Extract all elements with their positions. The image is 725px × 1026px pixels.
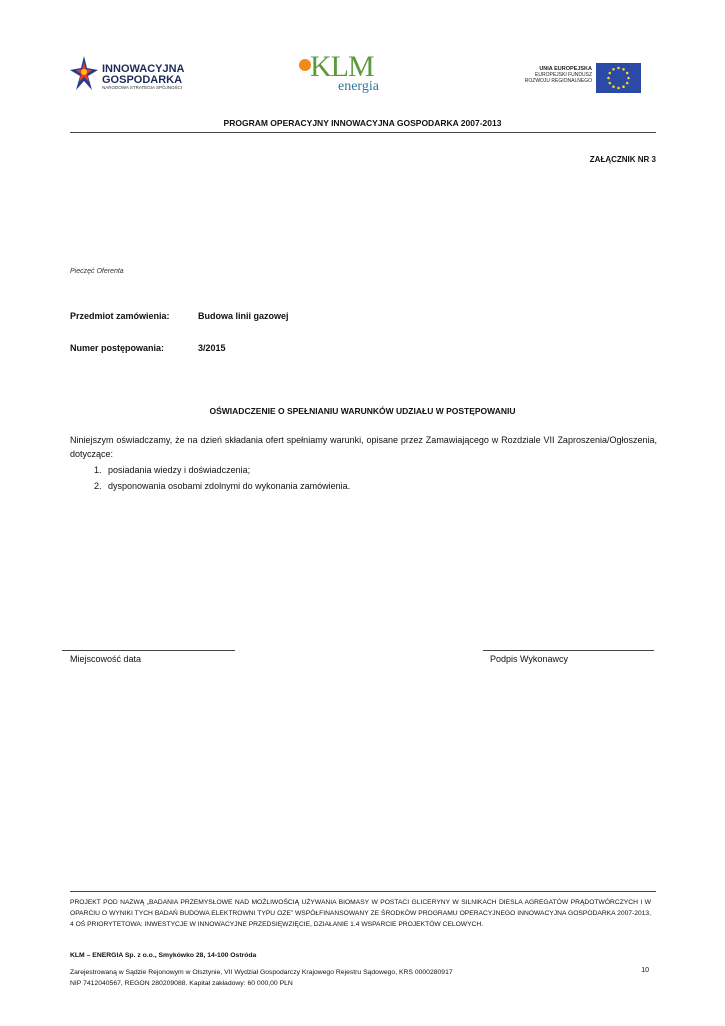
signature-line: [483, 650, 654, 651]
ig-logo-subtitle: NARODOWA STRATEGIA SPÓJNOŚCI: [102, 85, 183, 90]
footer-divider: [70, 891, 656, 892]
signature-label: Podpis Wykonawcy: [490, 654, 568, 664]
klm-energia-logo: [296, 48, 386, 98]
list-item: 1. posiadania wiedzy i doświadczenia;: [94, 465, 251, 475]
page-number: 10: [641, 967, 649, 974]
bidder-seal-label: Pieczęć Oferenta: [70, 268, 124, 275]
innowacyjna-gospodarka-logo: [70, 52, 210, 96]
place-date-line: [62, 650, 235, 651]
procedure-number-value: 3/2015: [198, 343, 226, 353]
program-title: PROGRAM OPERACYJNY INNOWACYJNA GOSPODARKA 2007-2013: [223, 118, 502, 128]
list-item: 2. dysponowania osobami zdolnymi do wykonania zamówienia.: [94, 481, 351, 491]
conditions-list: [94, 462, 350, 494]
header-divider: [70, 132, 656, 133]
ig-logo-title: INNOWACYJNA GOSPODARKA: [102, 63, 185, 86]
subject-label: Przedmiot zamówienia:: [70, 311, 170, 321]
document-title: OŚWIADCZENIE O SPEŁNIANIU WARUNKÓW UDZIAŁU W POSTĘPOWANIU: [209, 406, 516, 416]
company-address: KLM – ENERGIA Sp. z o.o., Smykówko 28, 14-100 Ostróda: [70, 952, 257, 959]
klm-logo-subtitle: energia: [338, 79, 379, 94]
registration-info: Zarejestrowaną w Sądzie Rejonowym w Olsztynie, VII Wydział Gospodarczy Krajowego Rejestru Sądowego, KRS 0000280917 NIP 7412040567, REGON 280209088. Kapitał zakładowy: 60 000,00 PLN: [70, 969, 453, 987]
declaration-paragraph: Niniejszym oświadczamy, że na dzień składania ofert spełniamy warunki, opisane przez Zamawiającego w Rozdziale VII Zaproszenia/Ogłoszenia, dotyczące:: [70, 435, 657, 459]
subject-value: Budowa linii gazowej: [198, 311, 289, 321]
project-description: PROJEKT POD NAZWĄ „BADANIA PRZEMYSŁOWE NAD MOŻLIWOŚCIĄ UŻYWANIA BIOMASY W POSTACI GLICERYNY W SILNIKACH DIESLA AGREGATÓW PRĄDOTWÓRCZYCH I W OPARCIU O WYNIKI TYCH BADAŃ BUDOWA ELEKTROWNI TYPU OZE” WSPÓŁFINANSOWANY ZE ŚRODKÓW PROGRAMU OPERACYJNEGO INNOWACYJNA GOSPODARKA 2007-2013, 4 OŚ PRIORYTETOWA: INWESTYCJE W INNOWACYJNE PRZEDSIĘWZIĘCIE, DZIAŁANIE 1.4 WSPARCIE PROJEKTÓW CELOWYCH.: [70, 899, 651, 928]
eu-flag-icon: [596, 63, 641, 93]
procedure-number-label: Numer postępowania:: [70, 343, 165, 353]
place-date-label: Miejscowość data: [70, 654, 142, 664]
star-icon: [70, 54, 98, 96]
attachment-number: ZAŁĄCZNIK NR 3: [589, 155, 656, 164]
eu-logo-text: UNIA EUROPEJSKA EUROPEJSKI FUNDUSZ ROZWOJU REGIONALNEGO: [524, 66, 592, 84]
klm-logo-name: KLM: [310, 50, 374, 83]
